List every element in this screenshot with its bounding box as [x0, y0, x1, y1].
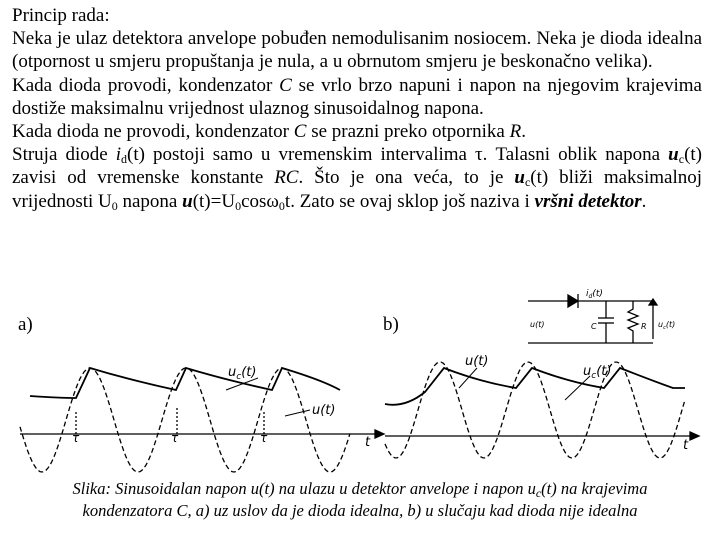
figure-b-label: b): [383, 314, 399, 335]
circuit-id-label: $i_d(t)$: [586, 289, 603, 300]
t-label: t: [683, 438, 689, 453]
figure-caption: [0, 478, 720, 522]
u-label: u(t): [312, 403, 336, 418]
circuit-c-label: C: [591, 322, 597, 331]
capacitor-voltage-curve: [385, 368, 685, 405]
heading: Princip rada:: [12, 5, 110, 26]
paragraph-1: Neka je ulaz detektora anvelope pobuđen nemodulisanim nosiocem. Neka je dioda idealna (otpornost u smjeru propuštanja je nula, a u obrnutom smjeru je beskonačno velika).: [12, 28, 702, 73]
axis-arrow-icon: [375, 430, 384, 438]
axis-arrow-icon: [690, 432, 699, 440]
figure-a-plot: [20, 338, 390, 478]
figure-a-label: a): [18, 314, 33, 335]
paragraph-2: Kada dioda provodi, kondenzator C se vrlo brzo napuni i napon na njegovim krajevima dostiže maksimalnu vrijednost ulaznog sinusoidalnog napona.: [12, 74, 702, 119]
circuit-r-label: R: [641, 322, 647, 331]
uc-label: $u_c(t)$: [228, 365, 257, 382]
input-sine-wave: [20, 368, 350, 472]
circuit-uc-label: $u_c(t)$: [658, 320, 676, 331]
u-label: u(t): [465, 354, 489, 369]
uc-label: $u_c(t)$: [583, 364, 612, 381]
tau-label-2: τ: [171, 431, 179, 445]
paragraph-4: Struja diode $i_d(t)$ postoji samo u vremenskim intervalima τ. Talasni oblik napona $u_c(t)$ zavisi od vremenske konstante RC. Što je ona veća, to je $u_c(t)$ bliži maksimalnoj vrijednosti $U_0$ napona $u(t)=U_0\cos\omega_0t$. Zato se ovaj sklop još naziva i vršni detektor.: [12, 144, 703, 213]
paragraph-3: Kada dioda ne provodi, kondenzator C se prazni preko otpornika R.: [12, 121, 526, 143]
t-label: t: [365, 435, 371, 450]
figure-b-plot: [385, 338, 715, 478]
u-pointer: [285, 410, 310, 416]
circuit-ut-label: u(t): [530, 320, 545, 329]
caption-line-1: Slika: Sinusoidalan napon u(t) na ulazu u detektor anvelope i napon $u_c(t)$ na krajevima: [72, 479, 648, 500]
tau-label-1: τ: [72, 431, 80, 445]
caption-line-2: kondenzatora C, a) uz uslov da je dioda idealna, b) u slučaju kad dioda nije idealna: [82, 501, 638, 520]
diode-icon: [568, 295, 578, 307]
body-text: [12, 4, 702, 213]
resistor-icon: [628, 301, 638, 343]
tau-label-3: τ: [260, 431, 268, 445]
